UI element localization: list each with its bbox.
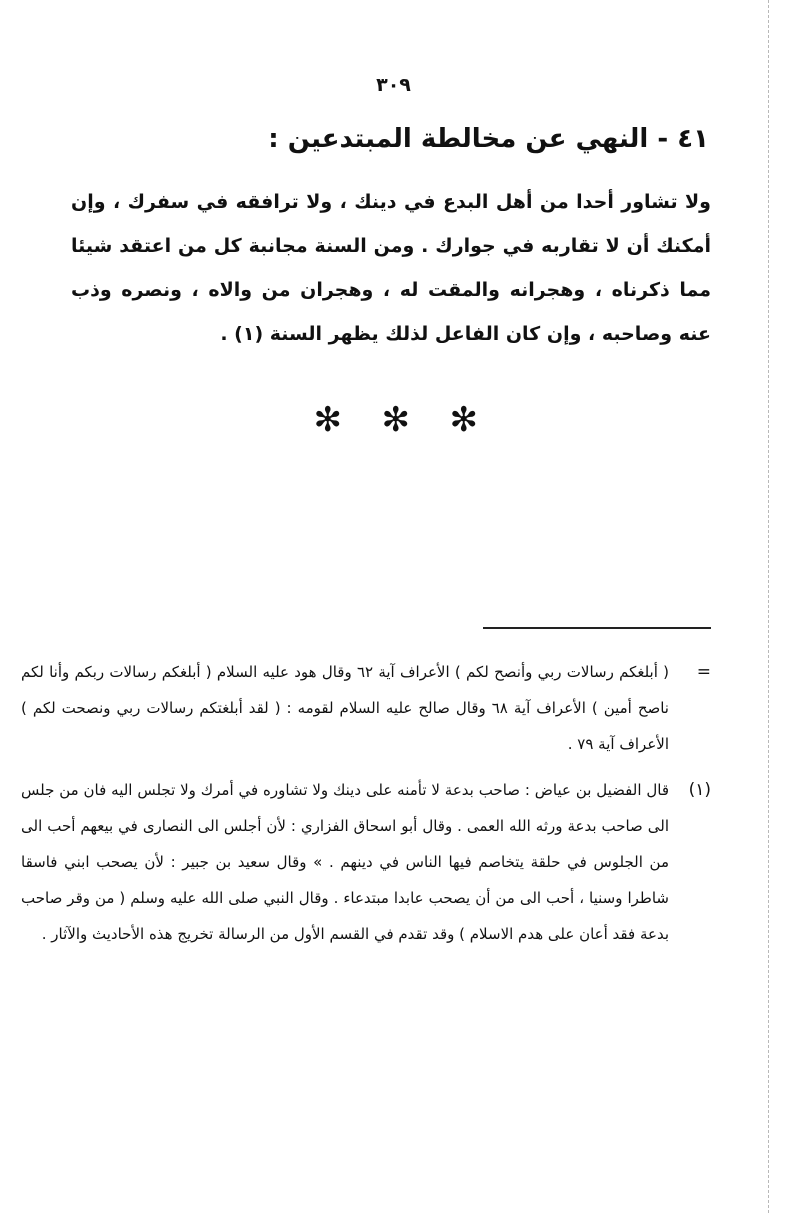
footnote-continuation — [21, 654, 711, 762]
footnote-text: قال الفضيل بن عياض : صاحب بدعة لا تأمنه على دينك ولا تشاوره في أمرك ولا تجلس اليه فان من جلس الى صاحب بدعة ورثه الله العمى . وقال أبو اسحاق الفزاري : لأن أجلس الى النصارى في بيعهم أحب الى من الجلوس في حلقة يتخاصم فيها الناس في دينهم . » وقال سعيد بن جبير : لأن يصحب ابني فاسقا شاطرا وسنيا ، أحب الى من أن يصحب عابدا مبتدعاء . وقال النبي صلى الله عليه وسلم ( من وقر صاحب بدعة فقد أعان على هدم الاسلام ) وقد تقدم في القسم الأول من الرسالة تخريج هذه الأحاديث والآثار . — [21, 781, 669, 943]
separator-star-icon: ✻ — [381, 400, 410, 440]
footnote-divider — [483, 627, 711, 629]
separator-star-icon: ✻ — [449, 400, 478, 440]
body-paragraph: ولا تشاور أحدا من أهل البدع في دينك ، ولا ترافقه في سفرك ، وإن أمكنك أن لا تقاربه في جوارك . ومن السنة مجانبة كل من اعتقد شيئا مما ذكرناه ، وهجرانه والمقت له ، وهجران من والاه ، ونصره وذب عنه وصاحبه ، وإن كان الفاعل لذلك يظهر السنة (١) . — [71, 191, 711, 345]
section-separator — [0, 400, 787, 440]
footnote-text: ( أبلغكم رسالات ربي وأنصح لكم ) الأعراف آية ٦٢ وقال هود عليه السلام ( أبلغكم رسالات ربكم وأنا لكم ناصح أمين ) الأعراف آية ٦٨ وقال صالح عليه السلام لقومه : ( لقد أبلغتكم رسالات ربي ونصحت لكم ) الأعراف آية ٧٩ . — [21, 663, 669, 753]
page-number: ٣٠٩ — [376, 74, 411, 96]
footnote-marker: (١) — [688, 780, 711, 800]
footnote-1 — [21, 772, 711, 952]
scan-edge-line — [768, 0, 769, 1213]
footnote-marker: = — [696, 662, 711, 682]
section-heading: ٤١ - النهي عن مخالطة المبتدعين : — [268, 124, 709, 154]
separator-star-icon: ✻ — [313, 400, 342, 440]
